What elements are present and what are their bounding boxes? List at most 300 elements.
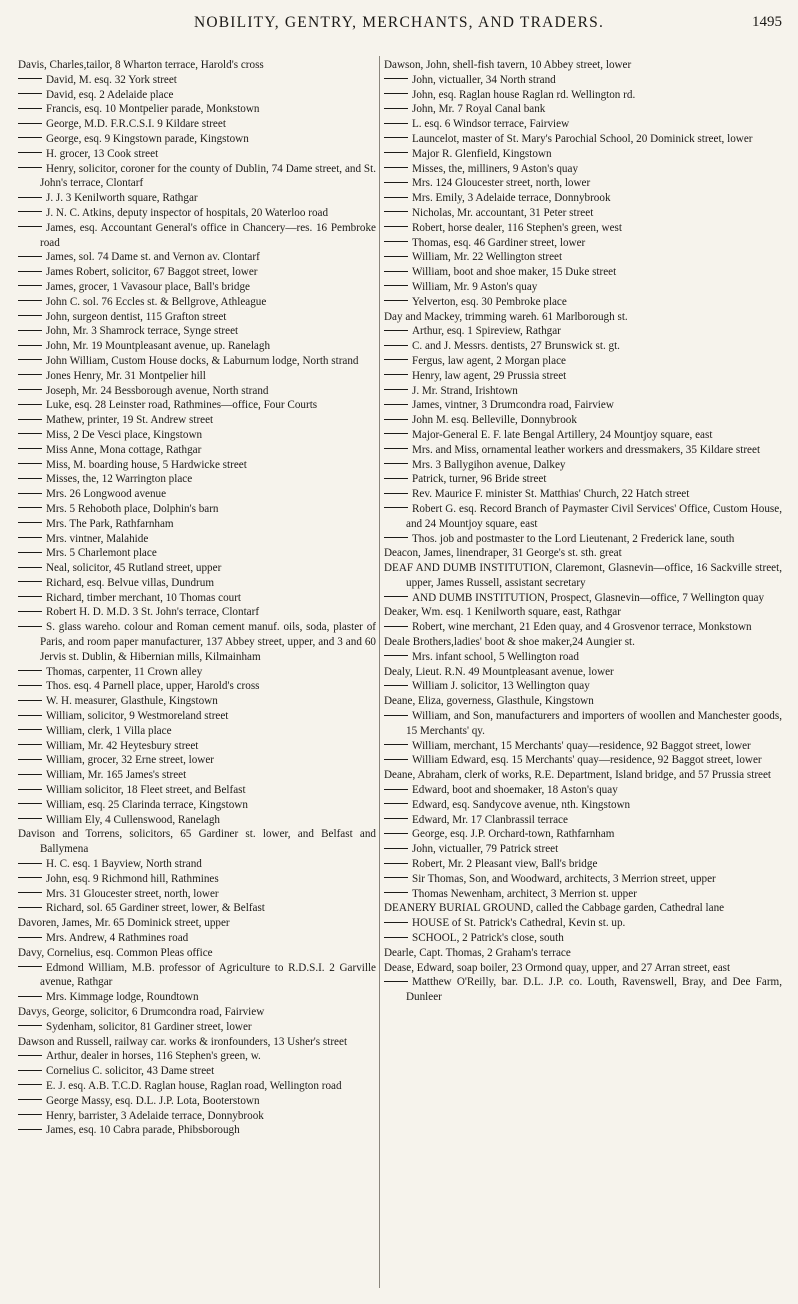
ditto-dash: [384, 789, 408, 790]
entry-text: John William, Custom House docks, & Laburnum lodge, North strand: [46, 354, 359, 367]
entry-text: Thos. esq. 4 Parnell place, upper, Harold's cross: [46, 680, 260, 693]
ditto-dash: [18, 359, 42, 360]
directory-entry: [18, 1123, 376, 1138]
ditto-dash: [18, 448, 42, 449]
ditto-dash: [18, 1129, 42, 1130]
ditto-dash: [384, 345, 408, 346]
entry-text: HOUSE of St. Patrick's Cathedral, Kevin st. up.: [412, 917, 626, 930]
directory-entry: [384, 132, 782, 147]
entry-text: Rev. Maurice F. minister St. Matthias' Church, 22 Hatch street: [412, 488, 690, 501]
entry-text: Deane, Eliza, governess, Glasthule, Kingstown: [384, 695, 594, 708]
ditto-dash: [384, 137, 408, 138]
entry-text: James Robert, solicitor, 67 Baggot street, lower: [46, 266, 258, 279]
ditto-dash: [384, 596, 408, 597]
directory-entry: [384, 221, 782, 236]
entry-text: John, surgeon dentist, 115 Grafton street: [46, 310, 227, 323]
entry-text: Mathew, printer, 19 St. Andrew street: [46, 414, 214, 427]
directory-entry: [384, 739, 782, 754]
entry-text: W. H. measurer, Glasthule, Kingstown: [46, 695, 218, 708]
entry-text: Mrs. and Miss, ornamental leather workers and dressmakers, 35 Kildare street: [412, 443, 761, 456]
entry-text: Robert, Mr. 2 Pleasant view, Ball's bridge: [412, 858, 598, 871]
ditto-dash: [18, 996, 42, 997]
entry-text: Davison and Torrens, solicitors, 65 Gardiner st. lower, and Belfast and Ballymena: [18, 828, 376, 856]
ditto-dash: [18, 1055, 42, 1056]
ditto-dash: [18, 552, 42, 553]
directory-entry: [18, 605, 376, 620]
directory-entry: [384, 605, 782, 620]
directory-entry: [18, 546, 376, 561]
ditto-dash: [18, 670, 42, 671]
entry-text: Mrs. 3 Ballygihon avenue, Dalkey: [412, 458, 566, 471]
directory-entry: [384, 280, 782, 295]
entry-text: Henry, solicitor, coroner for the county of Dublin, 74 Dame street, and St. John's terrace, Clontarf: [40, 162, 376, 190]
directory-entry: [384, 532, 782, 547]
directory-entry: [384, 324, 782, 339]
directory-entry: [384, 827, 782, 842]
directory-entry: [384, 147, 782, 162]
directory-entry: [384, 398, 782, 413]
entry-text: William, merchant, 15 Merchants' quay—residence, 92 Baggot street, lower: [412, 739, 751, 752]
entry-text: DEAF AND DUMB INSTITUTION, Claremont, Glasnevin—office, 16 Sackville street, upper, James Russell, assistant secretary: [384, 562, 782, 589]
directory-entry: [18, 517, 376, 532]
ditto-dash: [384, 359, 408, 360]
ditto-dash: [384, 374, 408, 375]
directory-entry: [18, 413, 376, 428]
directory-entry: [18, 827, 376, 857]
directory-entry: [18, 1005, 376, 1020]
directory-entry: [384, 458, 782, 473]
directory-entry: [384, 295, 782, 310]
ditto-dash: [384, 330, 408, 331]
ditto-dash: [384, 197, 408, 198]
ditto-dash: [384, 478, 408, 479]
entry-text: S. glass wareho. colour and Roman cement manuf. oils, soda, plaster of Paris, and room paper manufacturer, 137 Abbey street, upper, and 3 and 60 Jervis st. Dublin, & Hibernian mills, Kilmainham: [40, 621, 376, 663]
ditto-dash: [18, 966, 42, 967]
entry-text: Miss Anne, Mona cottage, Rathgar: [46, 443, 202, 456]
ditto-dash: [384, 93, 408, 94]
ditto-dash: [18, 78, 42, 79]
ditto-dash: [384, 833, 408, 834]
entry-text: James, esq. Accountant General's office in Chancery—res. 16 Pembroke road: [40, 221, 376, 249]
directory-entry: [18, 398, 376, 413]
ditto-dash: [18, 507, 42, 508]
entry-text: Arthur, esq. 1 Spireview, Rathgar: [412, 325, 561, 338]
entry-text: E. J. esq. A.B. T.C.D. Raglan house, Raglan road, Wellington road: [46, 1079, 342, 1092]
ditto-dash: [384, 937, 408, 938]
ditto-dash: [18, 1099, 42, 1100]
ditto-dash: [384, 981, 408, 982]
ditto-dash: [384, 152, 408, 153]
ditto-dash: [18, 596, 42, 597]
ditto-dash: [18, 729, 42, 730]
entry-text: John, Mr. 7 Royal Canal bank: [412, 103, 546, 116]
entry-text: George, esq. J.P. Orchard-town, Rathfarnham: [412, 828, 615, 841]
running-title: NOBILITY, GENTRY, MERCHANTS, AND TRADERS.: [193, 14, 605, 31]
directory-entry: [18, 709, 376, 724]
directory-entry: [18, 724, 376, 739]
entry-text: Dawson and Russell, railway car. works & ironfounders, 13 Usher's street: [18, 1035, 348, 1048]
directory-entry: [18, 428, 376, 443]
ditto-dash: [384, 715, 408, 716]
ditto-dash: [18, 759, 42, 760]
ditto-dash: [384, 655, 408, 656]
ditto-dash: [384, 285, 408, 286]
entry-text: Thomas, carpenter, 11 Crown alley: [46, 665, 203, 678]
entry-text: Thomas Newenham, architect, 3 Merrion st. upper: [412, 887, 637, 900]
directory-entry: [384, 339, 782, 354]
ditto-dash: [18, 93, 42, 94]
ditto-dash: [18, 108, 42, 109]
directory-entry: [384, 901, 782, 916]
ditto-dash: [18, 907, 42, 908]
entry-text: Deacon, James, linendraper, 31 George's st. sth. great: [384, 547, 622, 560]
directory-entry: [18, 1064, 376, 1079]
entry-text: Sir Thomas, Son, and Woodward, architects, 3 Merrion street, upper: [412, 872, 716, 885]
entry-text: Robert, horse dealer, 116 Stephen's green, west: [412, 221, 622, 234]
directory-entry: [384, 102, 782, 117]
entry-text: John, esq. 9 Richmond hill, Rathmines: [46, 872, 219, 885]
ditto-dash: [18, 803, 42, 804]
ditto-dash: [384, 167, 408, 168]
directory-entry: [384, 872, 782, 887]
entry-text: George, M.D. F.R.C.S.I. 9 Kildare street: [46, 118, 226, 131]
directory-entry: [384, 650, 782, 665]
ditto-dash: [384, 626, 408, 627]
directory-entry: [18, 458, 376, 473]
directory-entry: [18, 887, 376, 902]
directory-entry: [18, 872, 376, 887]
entry-text: James, esq. 10 Cabra parade, Phibsborough: [46, 1124, 240, 1137]
directory-entry: [18, 206, 376, 221]
entry-text: Dealy, Lieut. R.N. 49 Mountpleasant avenue, lower: [384, 665, 614, 678]
entry-text: John, victualler, 79 Patrick street: [412, 843, 559, 856]
ditto-dash: [18, 345, 42, 346]
entry-text: Robert G. esq. Record Branch of Paymaster Civil Services' Office, Custom House, and 24 Mountjoy square, east: [406, 502, 782, 530]
entry-text: Misses, the, 12 Warrington place: [46, 473, 193, 486]
directory-entry: [384, 369, 782, 384]
directory-entry: [18, 102, 376, 117]
ditto-dash: [18, 700, 42, 701]
entry-text: Dease, Edward, soap boiler, 23 Ormond quay, upper, and 27 Arran street, east: [384, 961, 731, 974]
ditto-dash: [384, 404, 408, 405]
directory-entry: [384, 384, 782, 399]
entry-text: Patrick, turner, 96 Bride street: [412, 473, 547, 486]
directory-entry: [384, 635, 782, 650]
entry-text: William, Mr. 22 Wellington street: [412, 251, 563, 264]
directory-entry: [384, 502, 782, 532]
directory-entry: [18, 694, 376, 709]
ditto-dash: [18, 715, 42, 716]
directory-entry: [18, 961, 376, 991]
ditto-dash: [18, 1114, 42, 1115]
entry-text: John, esq. Raglan house Raglan rd. Wellington rd.: [412, 88, 636, 101]
directory-entry: [18, 147, 376, 162]
ditto-dash: [18, 404, 42, 405]
entry-text: Miss, 2 De Vesci place, Kingstown: [46, 428, 203, 441]
directory-entry: [18, 561, 376, 576]
ditto-dash: [384, 389, 408, 390]
entry-text: SCHOOL, 2 Patrick's close, south: [412, 932, 564, 945]
ditto-dash: [384, 507, 408, 508]
directory-entry: [18, 620, 376, 664]
directory-entry: [384, 162, 782, 177]
directory-entry: [384, 472, 782, 487]
entry-text: Edward, esq. Sandycove avenue, nth. Kingstown: [412, 798, 631, 811]
entry-text: Sydenham, solicitor, 81 Gardiner street, lower: [46, 1020, 252, 1033]
ditto-dash: [384, 78, 408, 79]
directory-entry: [18, 162, 376, 192]
entry-text: Edward, Mr. 17 Clanbrassil terrace: [412, 813, 568, 826]
directory-entry: [384, 236, 782, 251]
directory-entry: [384, 798, 782, 813]
directory-entry: [384, 694, 782, 709]
ditto-dash: [18, 774, 42, 775]
directory-entry: [18, 798, 376, 813]
entry-text: Thomas, esq. 46 Gardiner street, lower: [412, 236, 586, 249]
page-header: [0, 14, 798, 38]
directory-entry: [18, 1109, 376, 1124]
directory-entry: [18, 1079, 376, 1094]
entry-text: Launcelot, master of St. Mary's Parochial School, 20 Dominick street, lower: [412, 132, 753, 145]
ditto-dash: [18, 211, 42, 212]
directory-entry: [384, 191, 782, 206]
entry-text: H. grocer, 13 Cook street: [46, 147, 159, 160]
ditto-dash: [18, 611, 42, 612]
ditto-dash: [18, 256, 42, 257]
directory-entry: [384, 975, 782, 1005]
ditto-dash: [384, 211, 408, 212]
ditto-dash: [384, 877, 408, 878]
entry-text: John M. esq. Belleville, Donnybrook: [412, 414, 577, 427]
directory-entry: [18, 753, 376, 768]
directory-entry: [384, 916, 782, 931]
directory-entry: [384, 679, 782, 694]
ditto-dash: [18, 271, 42, 272]
ditto-dash: [18, 818, 42, 819]
directory-entry: [18, 58, 376, 73]
column-divider: [379, 56, 380, 1288]
directory-entry: [384, 487, 782, 502]
entry-text: Mrs. infant school, 5 Wellington road: [412, 650, 579, 663]
entry-text: Mrs. The Park, Rathfarnham: [46, 517, 174, 530]
entry-text: Jones Henry, Mr. 31 Montpelier hill: [46, 369, 206, 382]
directory-entry: [18, 295, 376, 310]
directory-entry: [384, 310, 782, 325]
ditto-dash: [18, 1070, 42, 1071]
ditto-dash: [384, 419, 408, 420]
directory-entry: [18, 354, 376, 369]
entry-text: Deane, Abraham, clerk of works, R.E. Department, Island bridge, and 57 Prussia street: [384, 769, 772, 782]
entry-text: William, Mr. 165 James's street: [46, 769, 187, 782]
entry-text: Dawson, John, shell-fish tavern, 10 Abbey street, lower: [384, 59, 632, 71]
directory-entry: [18, 280, 376, 295]
ditto-dash: [384, 241, 408, 242]
ditto-dash: [18, 567, 42, 568]
directory-entry: [384, 117, 782, 132]
ditto-dash: [18, 537, 42, 538]
entry-text: William J. solicitor, 13 Wellington quay: [412, 680, 590, 693]
directory-entry: [18, 916, 376, 931]
entry-text: L. esq. 6 Windsor terrace, Fairview: [412, 118, 570, 131]
directory-entry: [18, 931, 376, 946]
ditto-dash: [18, 789, 42, 790]
directory-entry: [384, 842, 782, 857]
entry-text: C. and J. Messrs. dentists, 27 Brunswick st. gt.: [412, 340, 620, 353]
directory-entry: [18, 946, 376, 961]
ditto-dash: [384, 922, 408, 923]
ditto-dash: [384, 759, 408, 760]
ditto-dash: [384, 803, 408, 804]
directory-entry: [384, 591, 782, 606]
entry-text: Davy, Cornelius, esq. Common Pleas office: [18, 946, 213, 959]
directory-entry: [18, 191, 376, 206]
entry-text: Joseph, Mr. 24 Bessborough avenue, North strand: [46, 384, 269, 397]
entry-text: Deaker, Wm. esq. 1 Kenilworth square, east, Rathgar: [384, 606, 621, 619]
entry-text: Nicholas, Mr. accountant, 31 Peter street: [412, 206, 594, 219]
ditto-dash: [18, 463, 42, 464]
entry-text: John, victualler, 34 North strand: [412, 73, 556, 86]
ditto-dash: [18, 167, 42, 168]
entry-text: Arthur, dealer in horses, 116 Stephen's green, w.: [46, 1050, 261, 1063]
entry-text: Edmond William, M.B. professor of Agriculture to R.D.S.I. 2 Garville avenue, Rathgar: [40, 961, 376, 989]
ditto-dash: [18, 581, 42, 582]
entry-text: Cornelius C. solicitor, 43 Dame street: [46, 1065, 215, 1078]
ditto-dash: [18, 315, 42, 316]
ditto-dash: [384, 123, 408, 124]
ditto-dash: [18, 744, 42, 745]
ditto-dash: [18, 285, 42, 286]
directory-entry: [18, 443, 376, 458]
ditto-dash: [18, 863, 42, 864]
entry-text: Davis, Charles,tailor, 8 Wharton terrace, Harold's cross: [18, 59, 264, 71]
directory-entry: [384, 620, 782, 635]
ditto-dash: [18, 892, 42, 893]
ditto-dash: [18, 493, 42, 494]
ditto-dash: [384, 863, 408, 864]
directory-entry: [18, 132, 376, 147]
entry-text: Mrs. Kimmage lodge, Roundtown: [46, 991, 199, 1004]
entry-text: Miss, M. boarding house, 5 Hardwicke street: [46, 458, 247, 471]
ditto-dash: [18, 389, 42, 390]
ditto-dash: [384, 226, 408, 227]
entry-text: Thos. job and postmaster to the Lord Lieutenant, 2 Frederick lane, south: [412, 532, 735, 545]
ditto-dash: [18, 226, 42, 227]
directory-entry: [384, 946, 782, 961]
ditto-dash: [384, 271, 408, 272]
entry-text: George Massy, esq. D.L. J.P. Lota, Booterstown: [46, 1094, 260, 1107]
directory-entry: [384, 354, 782, 369]
ditto-dash: [384, 848, 408, 849]
directory-entry: [18, 1035, 376, 1050]
directory-entry: [384, 783, 782, 798]
directory-entry: [384, 887, 782, 902]
entry-text: James, grocer, 1 Vavasour place, Ball's bridge: [46, 280, 250, 293]
page-number: 1495: [752, 14, 782, 30]
directory-entry: [18, 813, 376, 828]
entry-text: Day and Mackey, trimming wareh. 61 Marlborough st.: [384, 310, 628, 323]
ditto-dash: [18, 685, 42, 686]
directory-entry: [18, 1049, 376, 1064]
directory-entry: [384, 857, 782, 872]
entry-text: Deale Brothers,ladies' boot & shoe maker,24 Aungier st.: [384, 636, 635, 649]
ditto-dash: [18, 1025, 42, 1026]
entry-text: Mrs. 124 Gloucester street, north, lower: [412, 177, 591, 190]
directory-entry: [18, 324, 376, 339]
entry-text: Henry, law agent, 29 Prussia street: [412, 369, 567, 382]
directory-entry: [18, 339, 376, 354]
directory-entry: [18, 265, 376, 280]
ditto-dash: [18, 300, 42, 301]
ditto-dash: [384, 537, 408, 538]
directory-entry: [18, 857, 376, 872]
entry-text: George, esq. 9 Kingstown parade, Kingstown: [46, 132, 249, 145]
directory-entry: [384, 546, 782, 561]
directory-entry: [384, 813, 782, 828]
directory-entry: [18, 665, 376, 680]
entry-text: DEANERY BURIAL GROUND, called the Cabbage garden, Cathedral lane: [384, 902, 725, 915]
directory-entry: [384, 443, 782, 458]
directory-entry: [384, 709, 782, 739]
directory-entry: [384, 428, 782, 443]
ditto-dash: [18, 330, 42, 331]
entry-text: Richard, esq. Belvue villas, Dundrum: [46, 576, 215, 589]
entry-text: William, solicitor, 9 Westmoreland street: [46, 710, 229, 723]
ditto-dash: [384, 108, 408, 109]
ditto-dash: [384, 463, 408, 464]
entry-text: David, M. esq. 32 York street: [46, 73, 177, 86]
ditto-dash: [384, 433, 408, 434]
entry-text: Francis, esq. 10 Montpelier parade, Monkstown: [46, 103, 260, 116]
directory-entry: [384, 561, 782, 591]
directory-entry: [18, 591, 376, 606]
entry-text: William, Mr. 9 Aston's quay: [412, 280, 538, 293]
directory-entry: [384, 176, 782, 191]
entry-text: J. N. C. Atkins, deputy inspector of hospitals, 20 Waterloo road: [46, 206, 329, 219]
entry-text: AND DUMB INSTITUTION, Prospect, Glasnevin—office, 7 Wellington quay: [412, 591, 765, 604]
entry-text: Robert H. D. M.D. 3 St. John's terrace, Clontarf: [46, 606, 260, 619]
directory-entry: [18, 576, 376, 591]
ditto-dash: [18, 123, 42, 124]
directory-entry: [18, 310, 376, 325]
directory-entry: [18, 117, 376, 132]
ditto-dash: [18, 197, 42, 198]
directory-entry: [384, 665, 782, 680]
entry-text: William, Mr. 42 Heytesbury street: [46, 739, 199, 752]
entry-text: Luke, esq. 28 Leinster road, Rathmines—office, Four Courts: [46, 399, 318, 412]
directory-entry: [384, 961, 782, 976]
directory-entry: [18, 679, 376, 694]
entry-text: Davys, George, solicitor, 6 Drumcondra road, Fairview: [18, 1006, 265, 1018]
ditto-dash: [384, 493, 408, 494]
directory-entry: [18, 532, 376, 547]
directory-entry: [18, 783, 376, 798]
directory-entry: [384, 753, 782, 768]
entry-text: Yelverton, esq. 30 Pembroke place: [412, 295, 567, 308]
directory-entry: [384, 931, 782, 946]
left-column: [18, 58, 376, 1138]
directory-entry: [18, 472, 376, 487]
entry-text: William Edward, esq. 15 Merchants' quay—residence, 92 Baggot street, lower: [412, 754, 762, 767]
entry-text: William, clerk, 1 Villa place: [46, 724, 172, 737]
ditto-dash: [18, 478, 42, 479]
ditto-dash: [18, 137, 42, 138]
ditto-dash: [384, 256, 408, 257]
entry-text: H. C. esq. 1 Bayview, North strand: [46, 858, 202, 871]
entry-text: Edward, boot and shoemaker, 18 Aston's quay: [412, 784, 618, 797]
entry-text: Mrs. 26 Longwood avenue: [46, 488, 167, 501]
ditto-dash: [18, 419, 42, 420]
ditto-dash: [18, 937, 42, 938]
